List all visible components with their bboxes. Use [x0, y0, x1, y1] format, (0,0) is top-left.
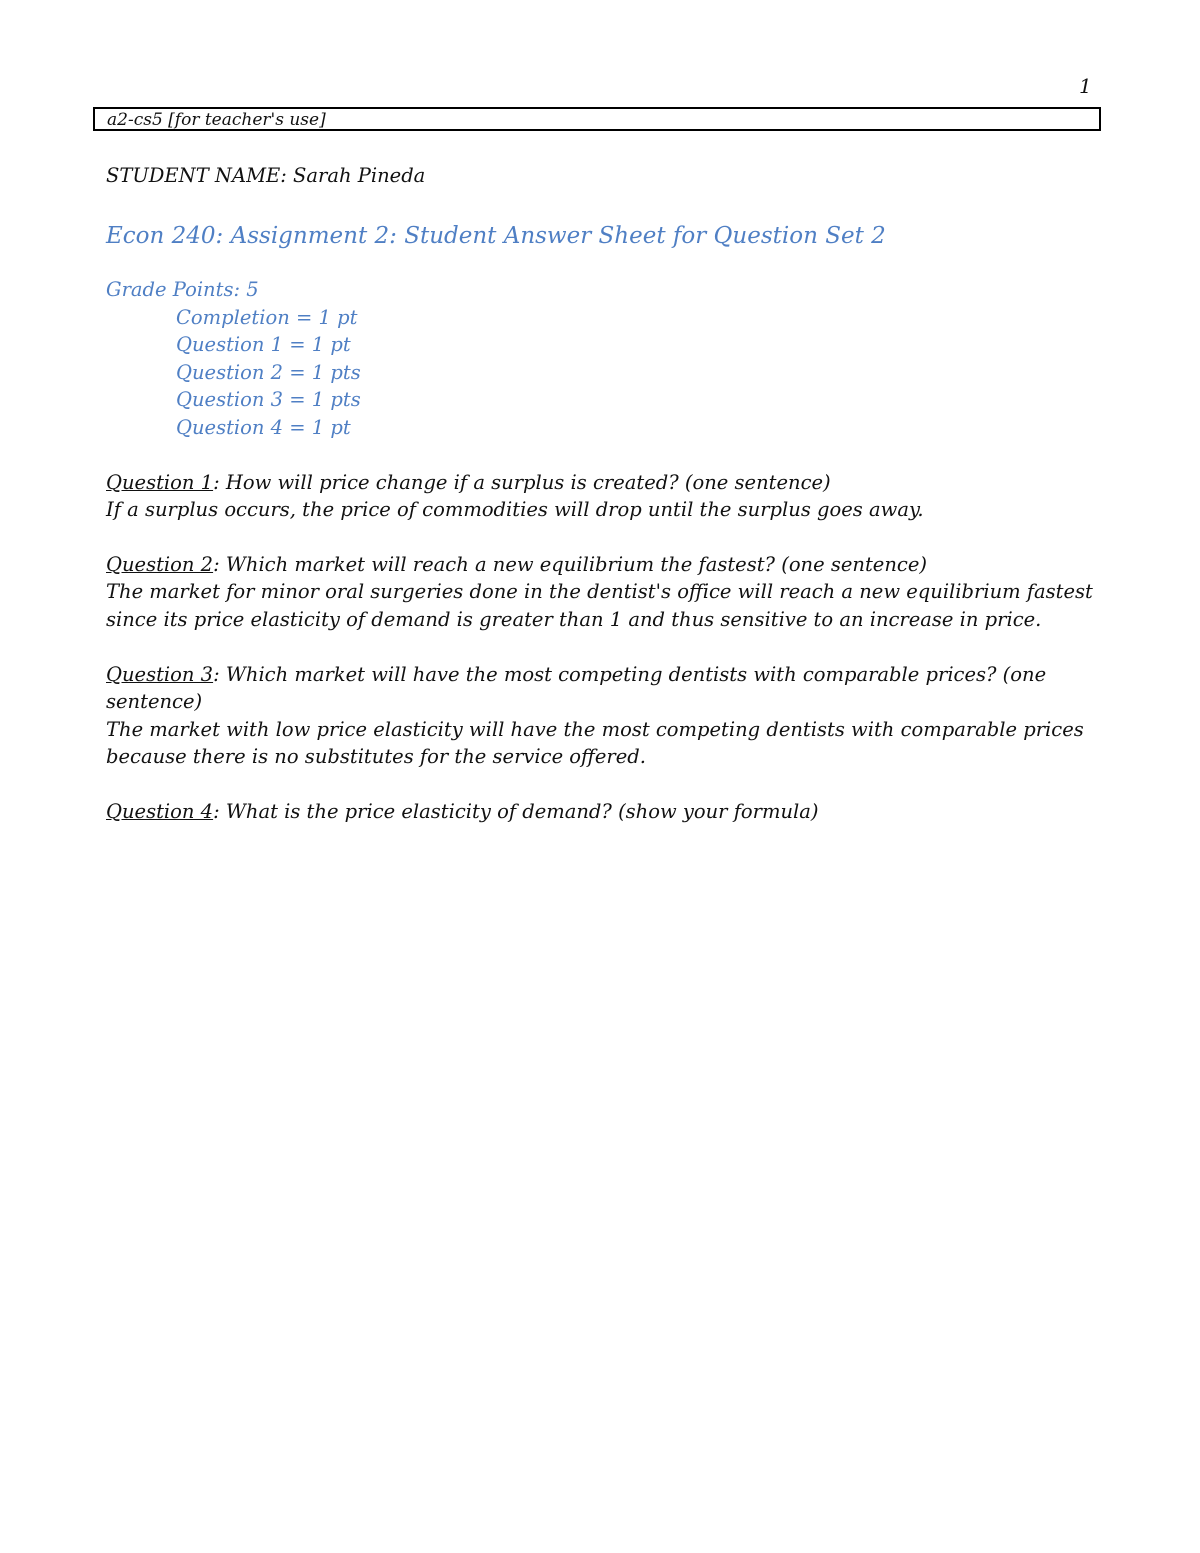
question-2-label: Question 2 — [106, 552, 214, 576]
grade-points-heading: Grade Points: 5 — [106, 278, 259, 301]
grade-item-question-4: Question 4 = 1 pt — [176, 415, 351, 439]
question-3-block — [106, 661, 1096, 771]
question-1-label: Question 1 — [106, 470, 214, 494]
grade-points-section — [106, 276, 1096, 442]
grade-points-list — [106, 304, 1096, 442]
question-4-text: : What is the price elasticity of demand? (show your formula) — [213, 799, 819, 823]
question-1-answer: If a surplus occurs, the price of commodities will drop until the surplus goes away. — [106, 498, 924, 522]
question-1-prompt — [106, 469, 1096, 497]
question-4-label: Question 4 — [106, 799, 214, 823]
question-2-answer: The market for minor oral surgeries done in the dentist's office will reach a new equilibrium fastest since its price elasticity of demand is greater than 1 and thus sensitive to an increase in price. — [106, 580, 1093, 631]
question-4-prompt — [106, 798, 1096, 826]
question-4-block — [106, 798, 1096, 826]
question-1-text: : How will price change if a surplus is created? (one sentence) — [213, 470, 831, 494]
grade-item-completion: Completion = 1 pt — [176, 305, 358, 329]
student-name-line: STUDENT NAME: Sarah Pineda — [106, 164, 426, 187]
question-2-text: : Which market will reach a new equilibrium the fastest? (one sentence) — [213, 552, 927, 576]
question-2-prompt — [106, 551, 1096, 579]
grade-item-question-2: Question 2 = 1 pts — [176, 360, 361, 384]
answer-sheet — [106, 162, 1096, 826]
teacher-use-label: a2-cs5 [for teacher's use] — [107, 110, 326, 130]
question-3-answer: The market with low price elasticity will have the most competing dentists with comparable prices because there is no substitutes for the service offered. — [106, 717, 1084, 769]
grade-item-question-3: Question 3 = 1 pts — [176, 388, 361, 412]
question-1-block — [106, 469, 1096, 524]
page-number: 1 — [1079, 74, 1092, 98]
document-title: Econ 240: Assignment 2: Student Answer Sheet for Question Set 2 — [106, 223, 886, 249]
question-3-text: : Which market will have the most competing dentists with comparable prices? (one sentence) — [106, 662, 1047, 714]
teacher-use-box — [93, 107, 1101, 131]
grade-item-question-1: Question 1 = 1 pt — [176, 333, 351, 357]
question-2-block — [106, 551, 1096, 634]
question-3-prompt — [106, 661, 1096, 716]
question-3-label: Question 3 — [106, 662, 214, 686]
